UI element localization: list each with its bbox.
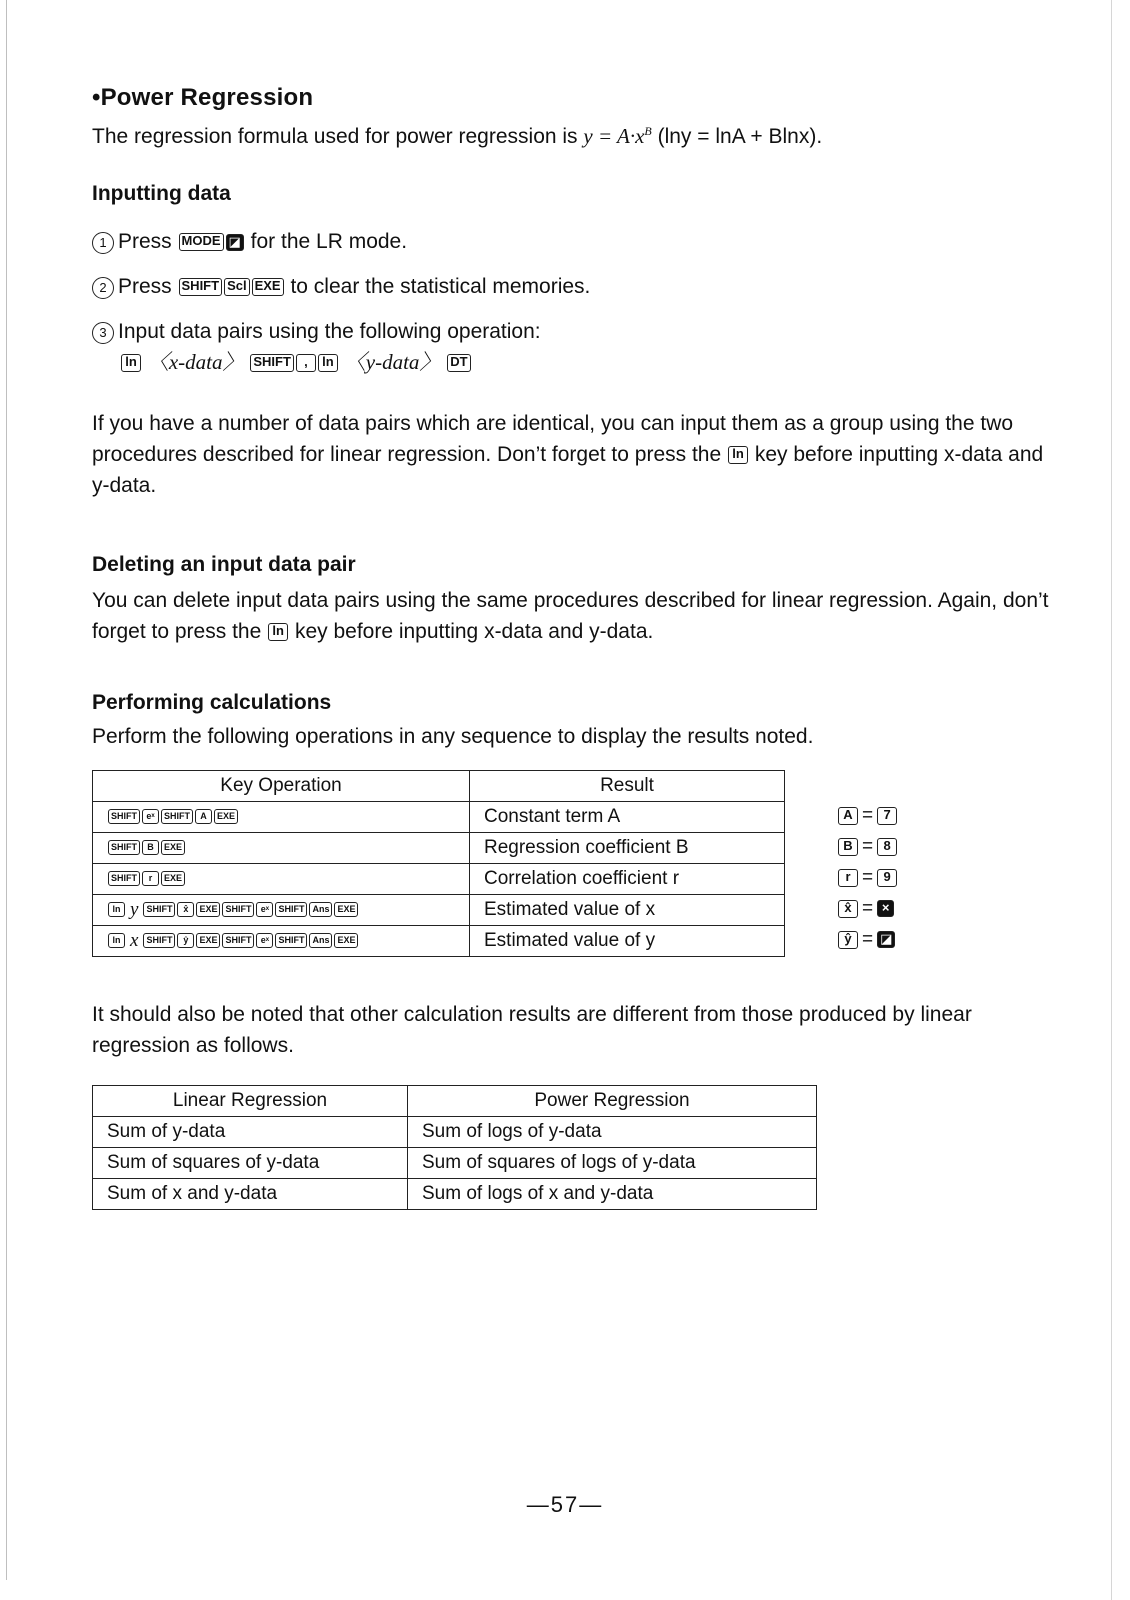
key-right: 9 bbox=[877, 869, 897, 887]
equals-sign: = bbox=[862, 835, 874, 857]
step-number: 2 bbox=[92, 277, 114, 299]
mode-key: MODE bbox=[179, 233, 224, 251]
equals-sign: = bbox=[862, 866, 874, 888]
formula-prefix: The regression formula used for power regression is bbox=[92, 125, 584, 148]
step-text: Press bbox=[118, 275, 178, 298]
paragraph-text: key before inputting x-data and y-data. bbox=[289, 620, 654, 643]
power-cell: Sum of squares of logs of y-data bbox=[408, 1148, 817, 1179]
key-right: × bbox=[877, 900, 894, 917]
calc-key: A bbox=[195, 809, 212, 824]
variable-label: x bbox=[130, 930, 139, 951]
key-right: 7 bbox=[877, 807, 897, 825]
key-left: A bbox=[838, 807, 858, 825]
result-cell: Constant term A bbox=[470, 802, 785, 833]
calc-key: x̂ bbox=[177, 902, 194, 917]
performing-heading: Performing calculations bbox=[92, 691, 332, 714]
formula-line bbox=[92, 116, 1052, 152]
key-operation-cell bbox=[93, 802, 470, 833]
step-3-operation bbox=[92, 347, 1052, 378]
result-cell: Correlation coefficient r bbox=[470, 864, 785, 895]
calc-key: SHIFT bbox=[161, 809, 193, 824]
linear-cell: Sum of squares of y-data bbox=[93, 1148, 408, 1179]
calc-key: ln bbox=[108, 933, 125, 948]
calc-table bbox=[92, 770, 785, 957]
step-text: Input data pairs using the following operation: bbox=[118, 320, 541, 343]
manual-page bbox=[92, 84, 1052, 1210]
calc-key: B bbox=[142, 840, 159, 855]
step-number: 1 bbox=[92, 232, 114, 254]
calc-key: eˣ bbox=[142, 809, 159, 824]
calc-key: r bbox=[142, 871, 159, 886]
step-text: Press bbox=[118, 230, 178, 253]
table-row bbox=[93, 926, 785, 957]
result-cell: Estimated value of x bbox=[470, 895, 785, 926]
scl-key: Scl bbox=[224, 278, 250, 296]
performing-intro: Perform the following operations in any sequence to display the results noted. bbox=[92, 725, 814, 748]
y-data-placeholder: 〈y-data〉 bbox=[344, 350, 441, 374]
calc-key: ŷ bbox=[177, 933, 194, 948]
col-header-linear: Linear Regression bbox=[93, 1086, 408, 1117]
calc-key: SHIFT bbox=[222, 933, 254, 948]
calc-key: eˣ bbox=[256, 933, 273, 948]
key-equivalent-row bbox=[837, 800, 898, 831]
key-right: 8 bbox=[877, 838, 897, 856]
formula: y = A·x bbox=[583, 124, 645, 148]
calc-key: eˣ bbox=[256, 902, 273, 917]
col-header-power: Power Regression bbox=[408, 1086, 817, 1117]
formula-suffix: (lny = lnA + Blnx). bbox=[651, 125, 823, 148]
calc-key: EXE bbox=[161, 840, 185, 855]
result-cell: Estimated value of y bbox=[470, 926, 785, 957]
formula-exponent: B bbox=[644, 124, 652, 138]
exe-key: EXE bbox=[252, 278, 284, 296]
key-left: r bbox=[838, 869, 858, 887]
key-left: x̂ bbox=[838, 900, 858, 918]
ln-key: ln bbox=[121, 354, 141, 372]
calc-key: SHIFT bbox=[275, 902, 307, 917]
key-operation-cell bbox=[93, 926, 470, 957]
table-row bbox=[93, 1148, 817, 1179]
page-number: —57— bbox=[526, 1492, 604, 1517]
step-1 bbox=[92, 226, 1052, 257]
step-number: 3 bbox=[92, 322, 114, 344]
calc-key: EXE bbox=[161, 871, 185, 886]
ln-key: ln bbox=[728, 446, 748, 464]
ln-key: ln bbox=[268, 623, 288, 641]
inputting-heading: Inputting data bbox=[92, 182, 231, 205]
calc-key: SHIFT bbox=[275, 933, 307, 948]
equals-sign: = bbox=[862, 897, 874, 919]
identical-pairs-paragraph bbox=[92, 408, 1052, 501]
key-equivalent-row bbox=[837, 862, 898, 893]
key-equivalent-row bbox=[837, 924, 898, 955]
shift-key: SHIFT bbox=[179, 278, 223, 296]
dt-key: DT bbox=[447, 354, 470, 372]
key-right: ◪ bbox=[877, 931, 895, 948]
comma-key: , bbox=[296, 354, 316, 372]
calc-key: Ans bbox=[309, 902, 332, 917]
variable-label: y bbox=[130, 899, 139, 920]
table-row bbox=[93, 802, 785, 833]
calc-key: SHIFT bbox=[143, 902, 175, 917]
step-text: for the LR mode. bbox=[244, 230, 408, 253]
page-edge-right bbox=[1111, 0, 1112, 1600]
comparison-table bbox=[92, 1085, 817, 1210]
key-operation-cell bbox=[93, 864, 470, 895]
lr-key: ◪ bbox=[226, 234, 244, 251]
table-row bbox=[93, 1117, 817, 1148]
table-row bbox=[93, 1179, 817, 1210]
deleting-paragraph bbox=[92, 585, 1052, 647]
step-3 bbox=[92, 316, 1052, 347]
equals-sign: = bbox=[862, 804, 874, 826]
calc-key: SHIFT bbox=[108, 809, 140, 824]
equals-sign: = bbox=[862, 928, 874, 950]
key-operation-cell bbox=[93, 895, 470, 926]
paragraph-text: If you have a number of data pairs which are identical, you can input them as a group using the two procedures described for linear regression. Don’t forget to press the bbox=[92, 412, 1014, 466]
calc-key: SHIFT bbox=[108, 840, 140, 855]
calc-key: SHIFT bbox=[143, 933, 175, 948]
key-operation-cell bbox=[93, 833, 470, 864]
shift-key: SHIFT bbox=[250, 354, 294, 372]
comparison-note: It should also be noted that other calculation results are different from those produced by linear regression as follows. bbox=[92, 1003, 972, 1057]
key-left: B bbox=[838, 838, 858, 856]
table-row bbox=[93, 833, 785, 864]
table-row bbox=[93, 864, 785, 895]
key-equivalents bbox=[837, 800, 898, 955]
paragraph-text: You can delete input data pairs using the same procedures described for linear regression. Again, don’t forget to press the bbox=[92, 589, 1049, 643]
calc-key: Ans bbox=[309, 933, 332, 948]
calc-key: ln bbox=[108, 902, 125, 917]
step-2 bbox=[92, 271, 1052, 302]
key-equivalent-row bbox=[837, 893, 898, 924]
calc-key: SHIFT bbox=[222, 902, 254, 917]
table-row bbox=[93, 895, 785, 926]
deleting-heading: Deleting an input data pair bbox=[92, 553, 356, 576]
col-header-key-op: Key Operation bbox=[93, 771, 470, 802]
section-title: •Power Regression bbox=[92, 84, 314, 111]
col-header-result: Result bbox=[470, 771, 785, 802]
power-cell: Sum of logs of y-data bbox=[408, 1117, 817, 1148]
calc-key: EXE bbox=[196, 902, 220, 917]
x-data-placeholder: 〈x-data〉 bbox=[147, 350, 244, 374]
linear-cell: Sum of y-data bbox=[93, 1117, 408, 1148]
page-edge-left bbox=[6, 0, 7, 1580]
calc-key: EXE bbox=[196, 933, 220, 948]
calc-table-wrap bbox=[92, 770, 1052, 957]
power-cell: Sum of logs of x and y-data bbox=[408, 1179, 817, 1210]
key-equivalent-row bbox=[837, 831, 898, 862]
linear-cell: Sum of x and y-data bbox=[93, 1179, 408, 1210]
result-cell: Regression coefficient B bbox=[470, 833, 785, 864]
step-text: to clear the statistical memories. bbox=[284, 275, 591, 298]
calc-key: SHIFT bbox=[108, 871, 140, 886]
calc-key: EXE bbox=[334, 902, 358, 917]
key-left: ŷ bbox=[838, 931, 858, 949]
calc-key: EXE bbox=[334, 933, 358, 948]
ln-key: ln bbox=[318, 354, 338, 372]
paragraph-text: key before inputting x-data and y-data. bbox=[92, 443, 1044, 497]
calc-key: EXE bbox=[214, 809, 238, 824]
